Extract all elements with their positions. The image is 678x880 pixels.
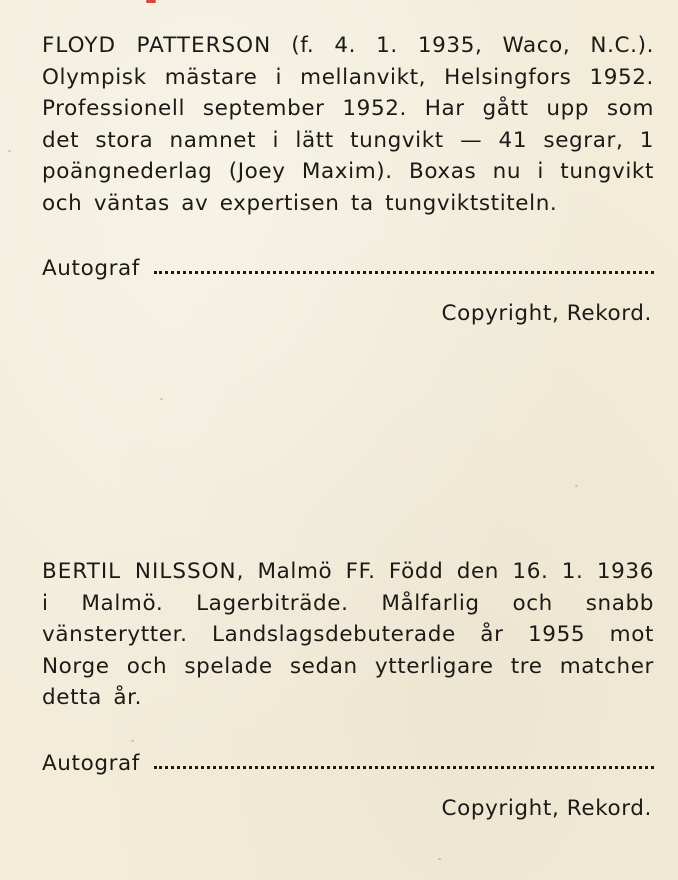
entry-description: (f. 4. 1. 1935, Waco, N.C.). Olympisk mästare i mellanvikt, Helsingfors 1952. Professionell september 1952. Har gått upp som det stora namnet i lätt tungvikt — 41 segrar, 1 poängnederlag (Joey Maxim). Boxas nu i tungvikt och väntas av expertisen ta tungviktstiteln. [42, 33, 654, 216]
entry-floyd-patterson [42, 30, 654, 326]
entry-bertil-nilsson [42, 556, 654, 821]
red-print-mark [146, 0, 156, 3]
entry-name: BERTIL NILSSON [42, 559, 237, 584]
paper-speck [438, 858, 441, 860]
autograph-line [42, 249, 654, 281]
signature-dotted-line [154, 271, 654, 274]
entry-bio [42, 556, 654, 714]
autograph-line [42, 744, 654, 776]
autograph-label: Autograf [42, 750, 140, 776]
autograph-label: Autograf [42, 256, 140, 281]
entry-name: FLOYD PATTERSON [42, 33, 272, 58]
entry-bio [42, 30, 654, 219]
copyright-notice: Copyright, Rekord. [441, 795, 652, 821]
entry-description: , Malmö FF. Född den 16. 1. 1936 i Malmö. Lagerbiträde. Målfarlig och snabb vänsterytter. Landslagsdebuterade år 1955 mot Norge och spelade sedan ytterligare tre matcher detta år. [42, 559, 654, 710]
paper-speck [160, 398, 163, 400]
signature-dotted-line [154, 766, 654, 769]
paper-speck [575, 485, 578, 487]
copyright-notice: Copyright, Rekord. [441, 301, 652, 326]
paper-speck [8, 150, 11, 152]
